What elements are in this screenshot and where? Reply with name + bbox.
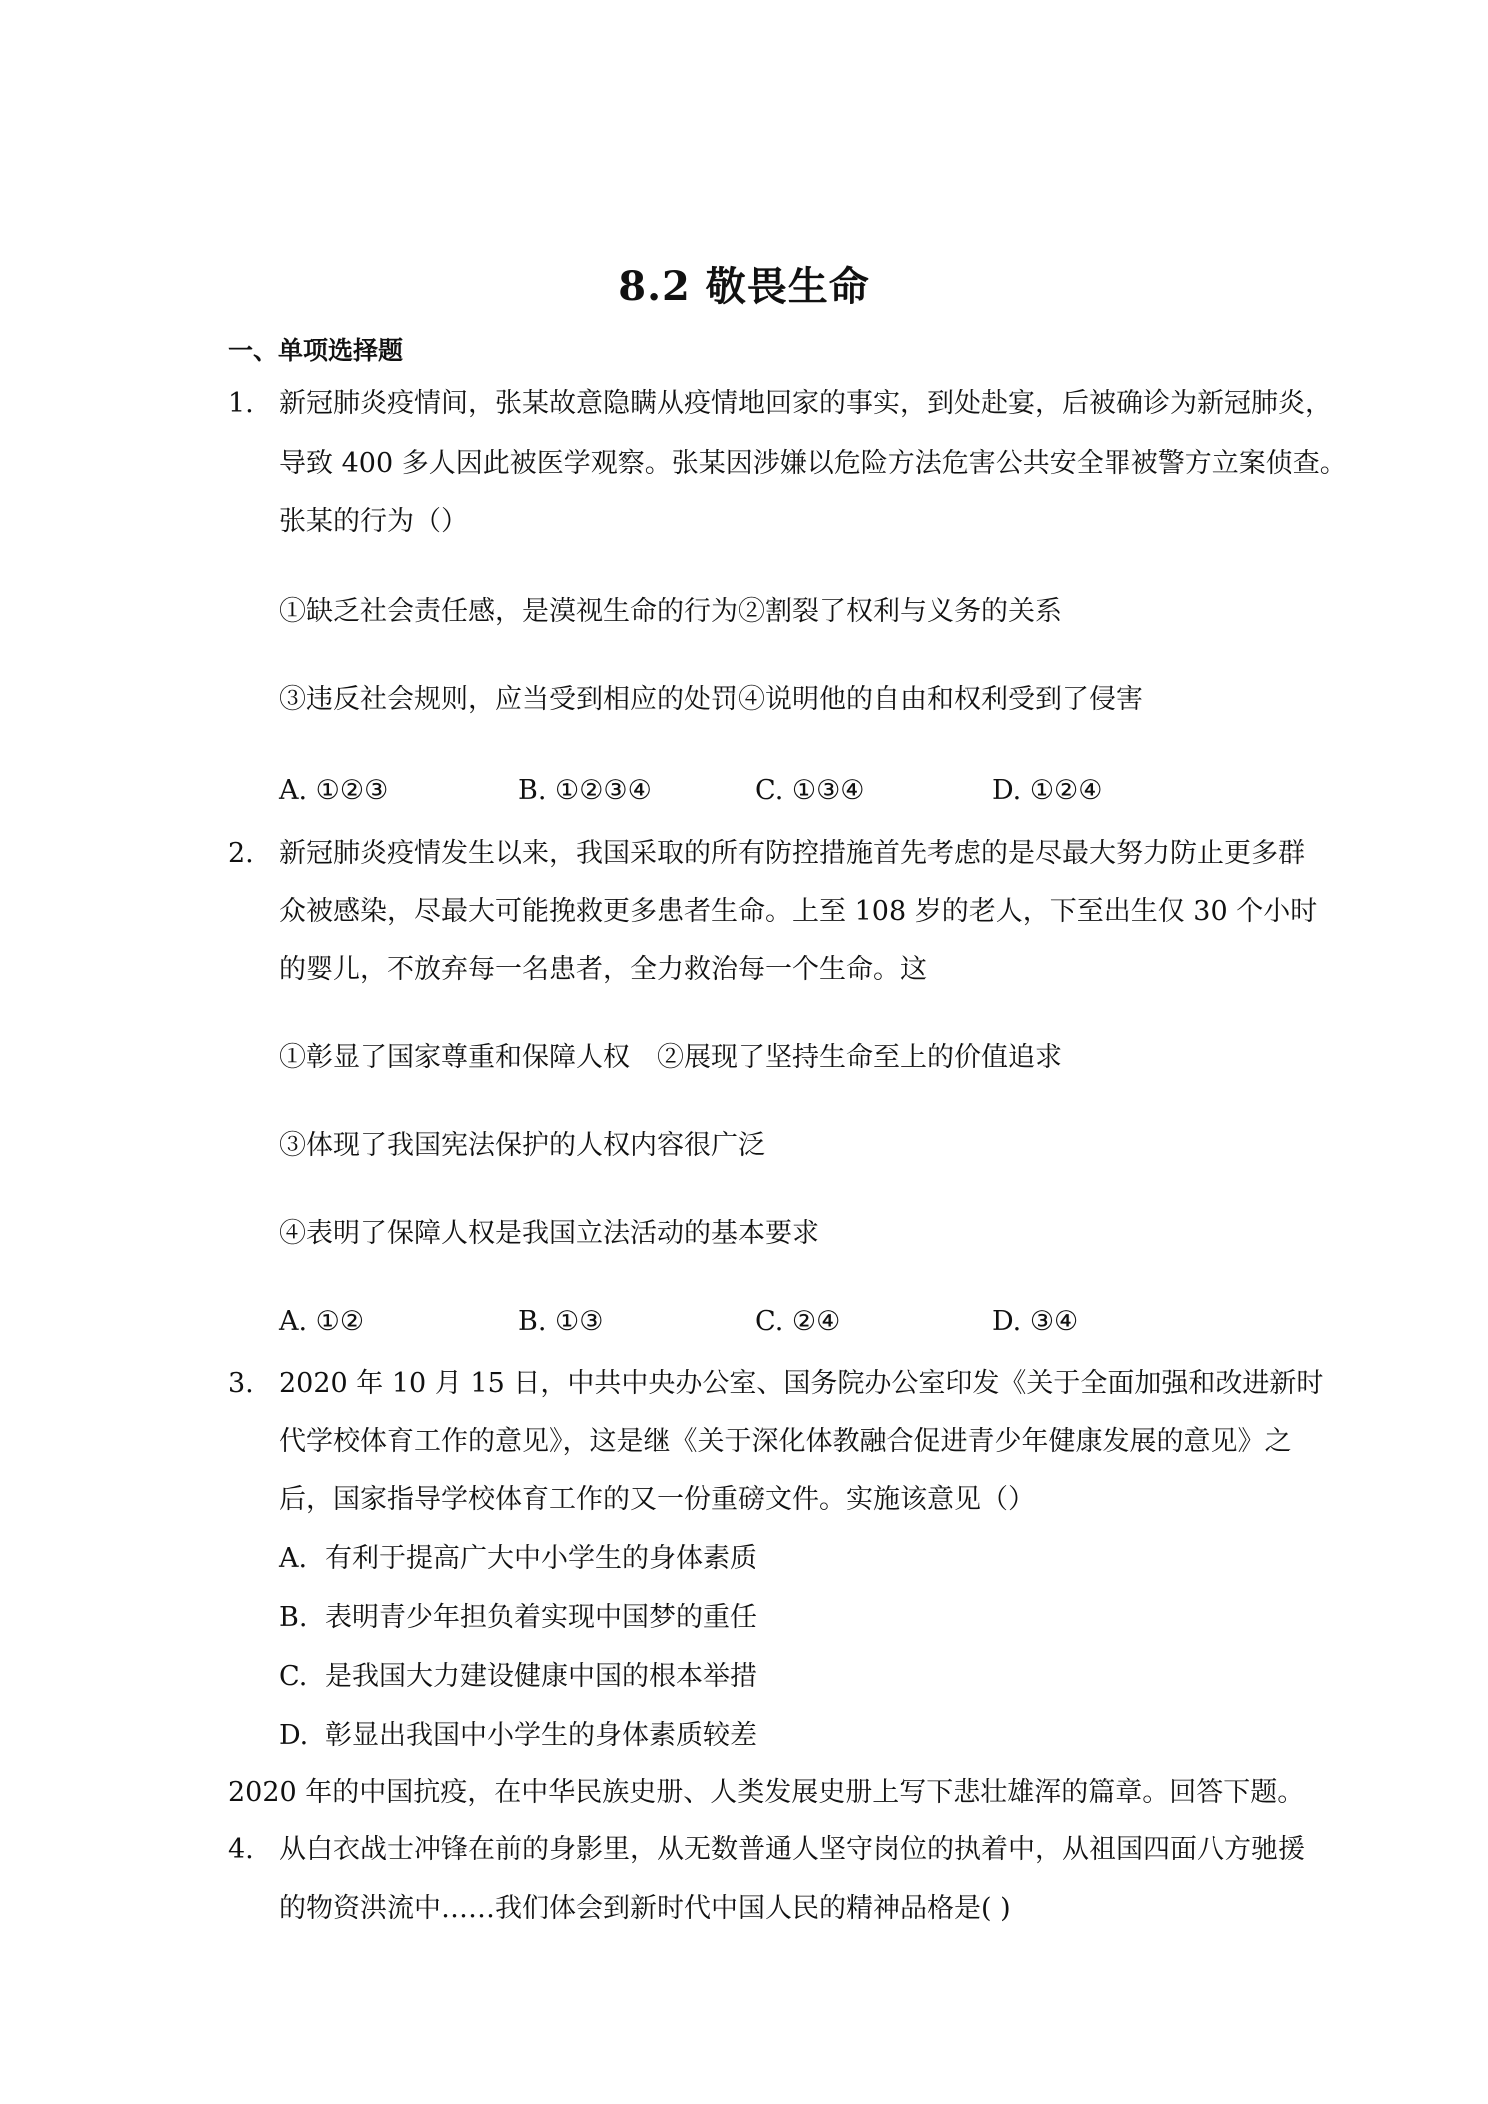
option-c: C. ②④: [755, 1306, 841, 1337]
question-line: 后，国家指导学校体育工作的又一份重磅文件。实施该意见（）: [279, 1484, 1035, 1515]
statement-line: ④表明了保障人权是我国立法活动的基本要求: [279, 1218, 819, 1249]
question-line: 的物资洪流中……我们体会到新时代中国人民的精神品格是( ): [279, 1893, 1011, 1924]
page-title: 8.2 敬畏生命: [618, 263, 870, 310]
question-line: 新冠肺炎疫情间，张某故意隐瞒从疫情地回家的事实，到处赴宴，后被确诊为新冠肺炎，: [279, 388, 1332, 419]
question-line: 众被感染，尽最大可能挽救更多患者生命。上至 108 岁的老人，下至出生仅 30 个小时: [279, 896, 1318, 927]
option-a: A. ①②: [279, 1306, 365, 1337]
option-d: D. ③④: [992, 1306, 1079, 1337]
question-line: 从白衣战士冲锋在前的身影里，从无数普通人坚守岗位的执着中，从祖国四面八方驰援: [279, 1834, 1305, 1865]
question-number: 4.: [228, 1834, 254, 1865]
option-a-label: A.: [279, 1543, 308, 1574]
option-a: A. ①②③: [279, 775, 389, 806]
question-line: 的婴儿，不放弃每一名患者，全力救治每一个生命。这: [279, 954, 927, 985]
question-line: 新冠肺炎疫情发生以来，我国采取的所有防控措施首先考虑的是尽最大努力防止更多群: [279, 838, 1305, 869]
question-line: 2020 年 10 月 15 日，中共中央办公室、国务院办公室印发《关于全面加强和改进新时: [279, 1368, 1324, 1399]
statement-line: ①彰显了国家尊重和保障人权 ②展现了坚持生命至上的价值追求: [279, 1042, 1062, 1073]
statement-line: ③违反社会规则，应当受到相应的处罚④说明他的自由和权利受到了侵害: [279, 684, 1143, 715]
option-b-text: 表明青少年担负着实现中国梦的重任: [325, 1602, 757, 1633]
question-number: 2.: [228, 838, 254, 869]
option-c-label: C.: [279, 1661, 308, 1692]
option-c-text: 是我国大力建设健康中国的根本举措: [325, 1661, 757, 1692]
option-c: C. ①③④: [755, 775, 865, 806]
option-b: B. ①③: [518, 1306, 604, 1337]
statement-line: ①缺乏社会责任感，是漠视生命的行为②割裂了权利与义务的关系: [279, 596, 1062, 627]
question-line: 代学校体育工作的意见》，这是继《关于深化体教融合促进青少年健康发展的意见》之: [279, 1426, 1292, 1457]
question-number: 3.: [228, 1368, 254, 1399]
section-heading: 一、单项选择题: [228, 336, 404, 365]
statement-line: ③体现了我国宪法保护的人权内容很广泛: [279, 1130, 765, 1161]
option-d: D. ①②④: [992, 775, 1103, 806]
option-d-label: D.: [279, 1720, 309, 1751]
passage-intro: 2020 年的中国抗疫，在中华民族史册、人类发展史册上写下悲壮雄浑的篇章。回答下题。: [228, 1777, 1305, 1808]
option-d-text: 彰显出我国中小学生的身体素质较差: [325, 1720, 757, 1751]
question-number: 1.: [228, 388, 254, 419]
question-line: 导致 400 多人因此被医学观察。张某因涉嫌以危险方法危害公共安全罪被警方立案侦查。: [279, 448, 1347, 479]
question-line: 张某的行为（）: [279, 506, 468, 537]
option-b-label: B.: [279, 1602, 308, 1633]
option-a-text: 有利于提高广大中小学生的身体素质: [325, 1543, 757, 1574]
option-b: B. ①②③④: [518, 775, 652, 806]
